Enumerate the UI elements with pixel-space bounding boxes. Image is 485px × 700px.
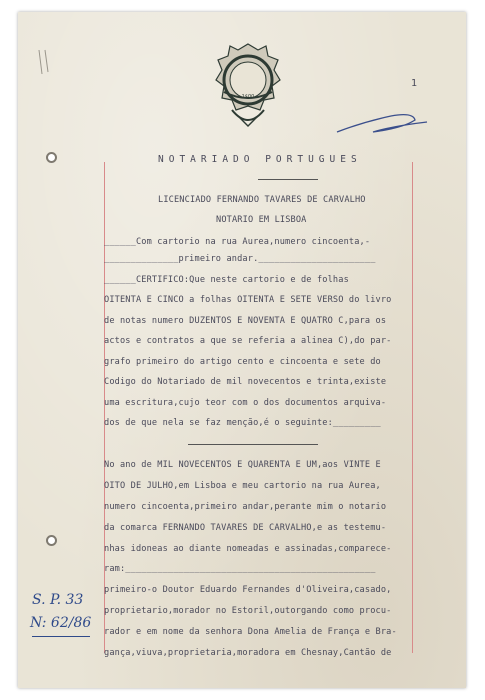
paragraph1-line-1: ______Com cartorio na rua Aurea,numero cincoenta,- xyxy=(104,237,371,247)
paragraph2-line-6: ram:_______________________________________________ xyxy=(104,564,376,574)
paragraph2-line-8: proprietario,morador no Estoril,outorgando como procu- xyxy=(104,606,392,616)
paragraph2-line-2: OITO DE JULHO,em Lisboa e meu cartorio na rua Aurea, xyxy=(104,481,381,491)
paragraph1-line-7: grafo primeiro do artigo cento e cincoenta e sete do xyxy=(104,357,381,367)
paragraph1-line-6: actos e contratos a que se referia a alinea C),do par- xyxy=(104,336,392,346)
paragraph2-line-4: da comarca FERNANDO TAVARES DE CARVALHO,e as testemu- xyxy=(104,523,387,533)
paragraph1-line-4: OITENTA E CINCO a folhas OITENTA E SETE VERSO do livro xyxy=(104,295,392,305)
handwritten-note-1: S. P. 33 xyxy=(32,592,84,608)
paragraph2-line-9: rador e em nome da senhora Dona Amelia de França e Bra- xyxy=(104,627,397,637)
paragraph1-line-10: dos de que nela se faz menção,é o seguinte:_________ xyxy=(104,418,381,428)
paragraph2-line-5: nhas idoneas ao diante nomeadas e assinadas,comparece- xyxy=(104,544,392,554)
notary-name: LICENCIADO FERNANDO TAVARES DE CARVALHO xyxy=(158,195,366,205)
tax-stamp-seal xyxy=(210,40,286,134)
notary-title: NOTARIO EM LISBOA xyxy=(216,215,307,225)
paragraph2-line-1: No ano de MIL NOVECENTOS E QUARENTA E UM,aos VINTE E xyxy=(104,460,381,470)
header-rule xyxy=(258,179,318,180)
handwritten-underline xyxy=(32,636,90,637)
punch-hole-top xyxy=(46,152,57,163)
right-margin-line xyxy=(412,162,413,653)
paragraph1-line-5: de notas numero DUZENTOS E NOVENTA E QUATRO C,para os xyxy=(104,316,387,326)
paragraph2-line-3: numero cincoenta,primeiro andar,perante mim o notario xyxy=(104,502,387,512)
pencil-mark xyxy=(36,48,52,76)
paragraph1-line-9: uma escritura,cujo teor com o dos documentos arquiva- xyxy=(104,398,387,408)
page-number: 1 xyxy=(411,78,418,89)
document-page xyxy=(18,12,466,688)
section-divider xyxy=(188,444,318,445)
handwritten-note-2: N: 62/86 xyxy=(30,615,92,631)
paragraph2-line-7: primeiro-o Doutor Eduardo Fernandes d'Oliveira,casado, xyxy=(104,585,392,595)
header-title: NOTARIADO PORTUGUES xyxy=(158,154,362,165)
paragraph1-line-3: ______CERTIFICO:Que neste cartorio e de folhas xyxy=(104,275,349,285)
signature-flourish xyxy=(333,104,433,140)
punch-hole-bottom xyxy=(46,535,57,546)
paragraph2-line-10: gança,viuva,proprietaria,moradora em Chesnay,Cantão de xyxy=(104,648,392,658)
svg-text:1$00: 1$00 xyxy=(241,94,255,100)
paragraph1-line-8: Codigo do Notariado de mil novecentos e trinta,existe xyxy=(104,377,387,387)
paragraph1-line-2: ______________primeiro andar.______________________ xyxy=(104,254,376,264)
